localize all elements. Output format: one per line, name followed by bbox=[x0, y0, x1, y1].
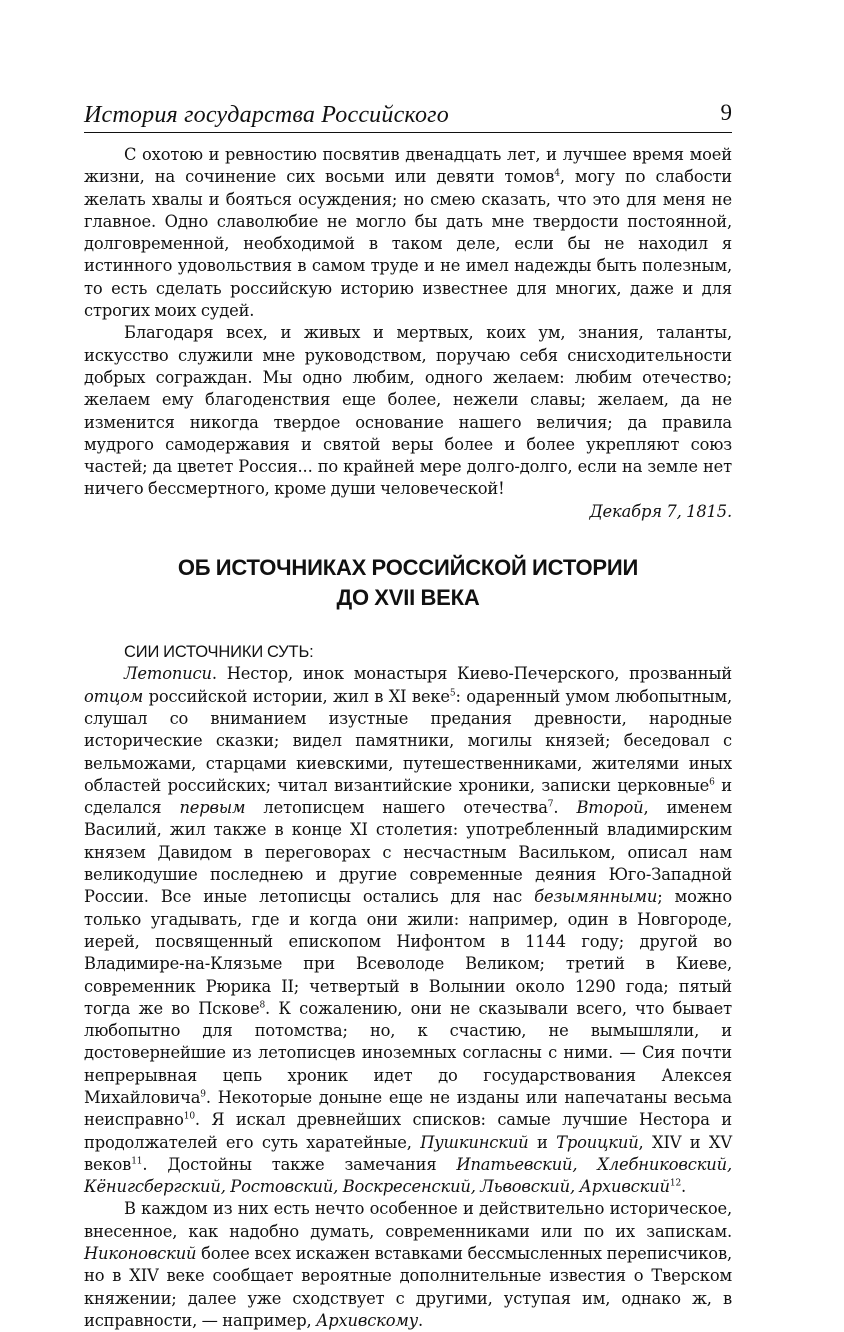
footnote-ref: 4 bbox=[554, 168, 560, 179]
italic-term: Никоновский bbox=[84, 1244, 197, 1264]
text-run: Благодаря всех, и живых и мертвых, коих ум, знания, таланты, искусство служили мне руководством, поручаю себя снисходительности добрых сограждан. Мы одно любим, одного желаем: любим отечество; желаем ему благоденствия еще более, нежели славы; желаем, да не изменится никогда твердое основание нашего величия; да правила мудрого самодержавия и святой веры более и более укрепляют союз частей; да цветет Россия... по крайней мере долго-долго, если на земле нет ничего бессмертного, кроме души человеческой! bbox=[84, 323, 732, 499]
text-run: : одаренный умом любопытным, слушал со вниманием изустные предания древности, народные исторические сказки; видел памятники, могилы князей; беседовал с вельможами, старцами киевскими, путешественниками, жителями иных областей российских; читал византийские хроники, записки церковные bbox=[84, 686, 732, 795]
footnote-ref: 6 bbox=[709, 777, 715, 788]
text-run: и сделался bbox=[84, 775, 732, 818]
italic-term: Ипатьевский, Хлебниковский, Кёнигсбергский, Ростовский, Воскресенский, Львовский, Архивский bbox=[84, 1154, 732, 1197]
italic-term: Второй bbox=[576, 798, 644, 818]
text-run: более всех искажен вставками бессмысленных переписчиков, но в XIV веке сообщает вероятные дополнительные известия о Тверском княжении; далее уже сходствует с другими, уступая им, однако ж, в исправности, — например, bbox=[84, 1244, 732, 1330]
text-run: В каждом из них есть нечто особенное и действительно историческое, внесенное, как надобно думать, современниками или по их запискам. bbox=[84, 1199, 732, 1241]
footnote-ref: 9 bbox=[200, 1089, 206, 1100]
page-number: 9 bbox=[720, 100, 732, 125]
paragraph-chronicles bbox=[84, 663, 732, 1198]
text-run: , могу по слабости желать хвалы и бояться осуждения; но смею сказать, что это для меня не главное. Одно славолюбие не могло бы дать мне твердости постоянной, долговременной, необходимой в таком деле, если бы не находил я истинного удовольствия в самом труде и не имел надежды быть полезным, то есть сделать российскую историю известнее для многих, даже и для строгих моих судей. bbox=[84, 167, 732, 321]
text-run: , XIV и XV веков bbox=[84, 1132, 732, 1174]
text-run: . bbox=[418, 1310, 424, 1330]
text-run: летописцем нашего отечества bbox=[245, 798, 548, 818]
italic-term: Пушкинский bbox=[420, 1132, 529, 1152]
footnote-ref: 11 bbox=[131, 1156, 143, 1167]
italic-term: Летописи bbox=[124, 664, 212, 684]
date-line: Декабря 7, 1815. bbox=[589, 501, 732, 521]
text-run: . Я искал древнейших списков: самые лучшие Нестора и продолжателей его суть харатейные, bbox=[84, 1110, 732, 1152]
text-run: . Некоторые доныне еще не изданы или напечатаны весьма неисправно bbox=[84, 1087, 732, 1130]
footnote-ref: 7 bbox=[547, 799, 554, 810]
paragraph-intro bbox=[84, 144, 732, 322]
italic-term: первым bbox=[179, 798, 246, 818]
running-title: История государства Российского bbox=[84, 102, 449, 128]
subheading: СИИ ИСТОЧНИКИ СУТЬ: bbox=[124, 643, 314, 662]
main-text bbox=[84, 144, 732, 1332]
italic-term: отцом bbox=[84, 686, 144, 706]
text-run: , именем Василий, жил также в конце XI столетия: употребленный владимирским князем Давидом в переговорах с несчастным Васильком, описал нам великодушие последнею и другие современные деяния Юго-Западной России. Все иные летописцы остались для нас bbox=[84, 798, 732, 907]
section-title-line: ДО XVII ВЕКА bbox=[336, 585, 480, 611]
section-title bbox=[84, 553, 732, 613]
text-run: и bbox=[528, 1132, 557, 1152]
text-run: . К сожалению, они не сказывали всего, что бывает любопытно для потомства; но, к счастию, не вымышляли, и достовернейшие из летописцев иноземных согласны с ними. — Сия почти непрерывная цепь хроник идет до государствования Алексея Михайловича bbox=[84, 998, 732, 1107]
paragraph-features bbox=[84, 1198, 732, 1332]
footnote-ref: 10 bbox=[183, 1111, 195, 1122]
text-run: российской истории, жил в XI веке bbox=[143, 686, 450, 706]
text-run: . bbox=[553, 798, 577, 818]
paragraph-gratitude bbox=[84, 322, 732, 500]
footnote-ref: 8 bbox=[259, 1000, 266, 1011]
text-run: . bbox=[681, 1177, 687, 1197]
text-run: . Достойны также замечания bbox=[142, 1154, 457, 1174]
footnote-ref: 12 bbox=[669, 1178, 682, 1189]
text-run: . Нестор, инок монастыря Киево-Печерского, прозванный bbox=[211, 664, 732, 684]
italic-term: Троицкий bbox=[556, 1132, 639, 1152]
section-title-line: ОБ ИСТОЧНИКАХ РОССИЙСКОЙ ИСТОРИИ bbox=[177, 555, 639, 581]
text-run: С охотою и ревностию посвятив двенадцать лет, и лучшее время моей жизни, на сочинение сих восьми или девяти томов bbox=[84, 145, 732, 187]
footnote-ref: 5 bbox=[449, 688, 456, 699]
text-run: ; можно только угадывать, где и когда они жили: например, один в Новгороде, иерей, посвященный епископом Нифонтом в 1144 году; другой во Владимире-на-Клязьме при Всеволоде Великом; третий в Киеве, современник Рюрика II; четвертый в Волынии около 1290 года; пятый тогда же во Пскове bbox=[84, 887, 732, 1018]
italic-term: безымянными bbox=[534, 887, 658, 907]
running-header bbox=[84, 96, 732, 133]
italic-term: Архивскому bbox=[316, 1310, 419, 1330]
